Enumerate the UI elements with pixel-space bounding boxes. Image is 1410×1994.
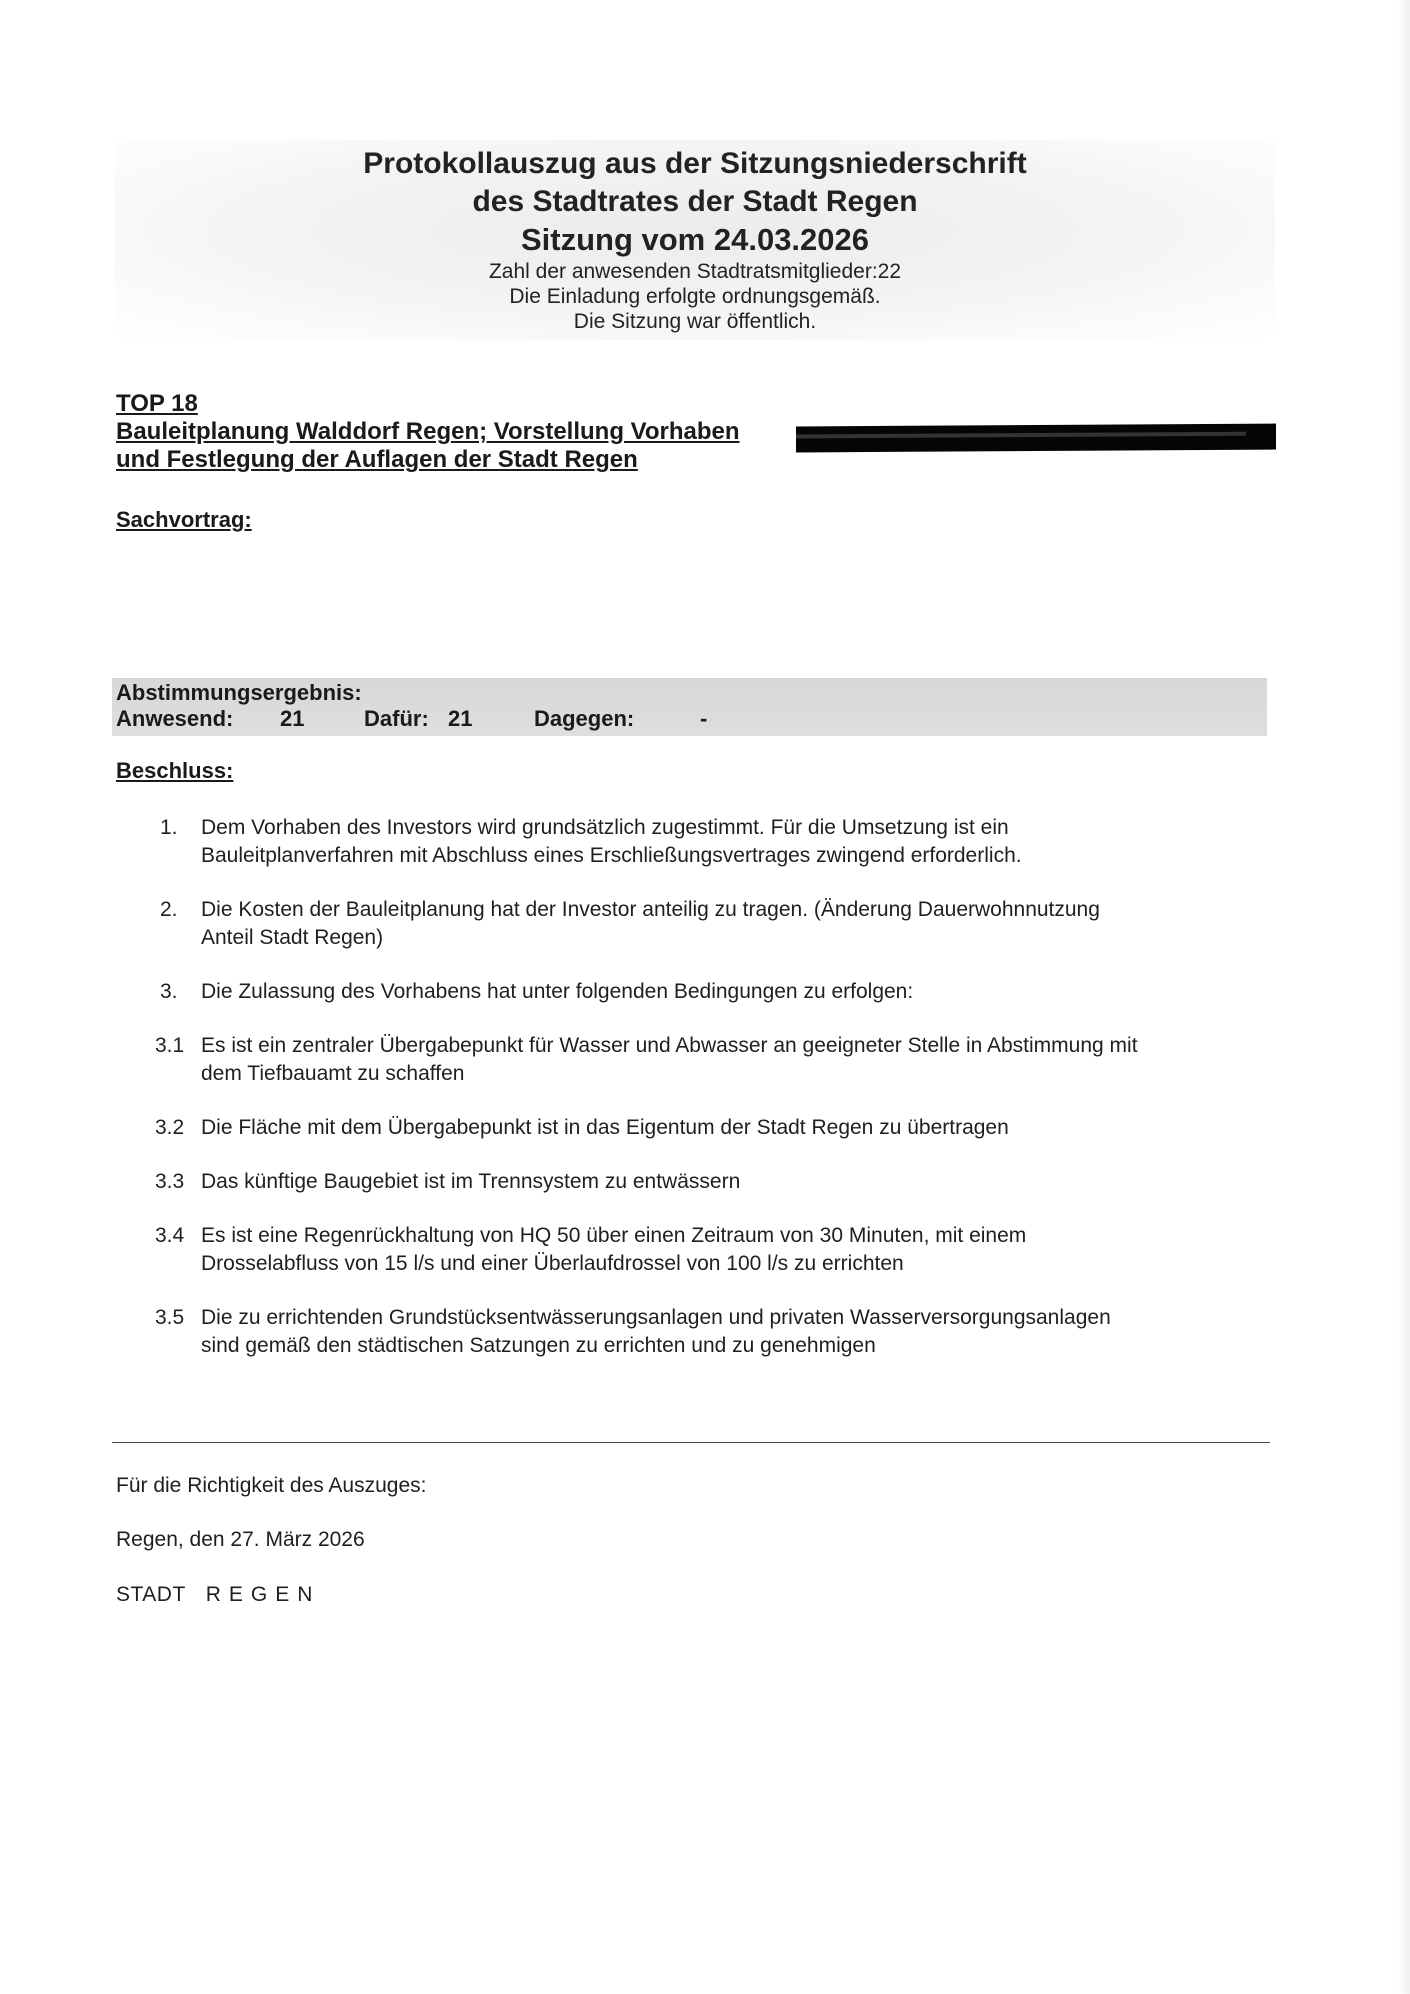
vote-for-value: 21	[448, 706, 473, 731]
signature-regen: REGEN	[205, 1583, 321, 1606]
vote-present-value: 21	[280, 706, 305, 731]
protocol-header	[115, 140, 1275, 340]
resolution-item	[155, 978, 1265, 1006]
agenda-title-line1: Bauleitplanung Walddorf Regen; Vorstellung Vorhaben	[116, 418, 740, 445]
resolution-item	[155, 1168, 1265, 1196]
sachvortrag-heading: Sachvortrag:	[116, 507, 252, 532]
resolution-heading: Beschluss:	[116, 758, 234, 783]
agenda-item	[116, 390, 1276, 474]
vote-counts-row	[112, 706, 1267, 732]
resolution-item-text: sind gemäß den städtischen Satzungen zu errichten und zu genehmigen	[201, 1334, 876, 1357]
header-invitation-note: Die Einladung erfolgte ordnungsgemäß.	[509, 285, 881, 308]
agenda-label: TOP 18	[116, 390, 198, 417]
resolution-item-text: Die zu errichtenden Grundstücksentwässerungsanlagen und privaten Wasserversorgungsanlagen	[201, 1306, 1111, 1329]
resolution-item	[155, 1304, 1265, 1360]
resolution-item-text: Die Fläche mit dem Übergabepunkt ist in das Eigentum der Stadt Regen zu übertragen	[201, 1116, 1009, 1139]
vote-result-box	[112, 678, 1267, 736]
resolution-item-text: Drosselabfluss von 15 l/s und einer Überlaufdrossel von 100 l/s zu errichten	[201, 1252, 904, 1275]
resolution-item-text: Dem Vorhaben des Investors wird grundsätzlich zugestimmt. Für die Umsetzung ist ein	[201, 816, 1009, 839]
resolution-item-number: 2.	[160, 898, 178, 921]
header-title-line2: des Stadtrates der Stadt Regen	[472, 185, 918, 218]
vote-for-label: Dafür:	[364, 706, 429, 731]
resolution-item-text: Die Zulassung des Vorhabens hat unter folgenden Bedingungen zu erfolgen:	[201, 980, 914, 1003]
resolution-item-number: 3.1	[155, 1034, 185, 1057]
header-session-date: Sitzung vom 24.03.2026	[520, 222, 870, 257]
signature-stadt: STADT	[116, 1583, 186, 1606]
resolution-item-number: 3.3	[155, 1170, 185, 1193]
resolution-item	[155, 1222, 1265, 1278]
signature-block	[116, 1583, 320, 1607]
separator-line	[112, 1442, 1270, 1443]
redaction-bar	[796, 424, 1276, 453]
page-edge-shadow	[1398, 0, 1410, 1994]
resolution-item-text: Das künftige Baugebiet ist im Trennsystem zu entwässern	[201, 1170, 741, 1193]
resolution-list	[155, 814, 1265, 1360]
resolution-item-text: Es ist eine Regenrückhaltung von HQ 50 über einen Zeitraum von 30 Minuten, mit einem	[201, 1224, 1027, 1247]
resolution-item-number: 3.4	[155, 1224, 185, 1247]
place-and-date: Regen, den 27. März 2026	[116, 1528, 365, 1551]
header-members-count: Zahl der anwesenden Stadtratsmitglieder:22	[488, 260, 902, 283]
resolution-item	[155, 814, 1265, 870]
vote-against-label: Dagegen:	[534, 706, 635, 731]
resolution-item-text: Die Kosten der Bauleitplanung hat der Investor anteilig zu tragen. (Änderung Dauerwohnnutzung	[201, 898, 1100, 921]
resolution-item-number: 3.5	[155, 1306, 185, 1329]
resolution-item-text: dem Tiefbauamt zu schaffen	[201, 1062, 465, 1085]
resolution-item-text: Es ist ein zentraler Übergabepunkt für Wasser und Abwasser an geeigneter Stelle in Abstimmung mit	[201, 1034, 1138, 1057]
vote-heading: Abstimmungsergebnis:	[116, 680, 362, 705]
resolution-item-number: 3.2	[155, 1116, 185, 1139]
resolution-item-text: Anteil Stadt Regen)	[201, 926, 384, 949]
resolution-item	[155, 1032, 1265, 1088]
resolution-item-number: 1.	[160, 816, 178, 839]
resolution-item	[155, 1114, 1265, 1142]
vote-against-value: -	[700, 706, 708, 731]
agenda-title-line2: und Festlegung der Auflagen der Stadt Regen	[116, 446, 638, 473]
certification-note: Für die Richtigkeit des Auszuges:	[116, 1474, 427, 1497]
resolution-item	[155, 896, 1265, 952]
header-public-note: Die Sitzung war öffentlich.	[573, 310, 817, 333]
resolution-item-text: Bauleitplanverfahren mit Abschluss eines Erschließungsvertrages zwingend erforderlich.	[201, 844, 1022, 867]
resolution-item-number: 3.	[160, 980, 178, 1003]
vote-present-label: Anwesend:	[116, 706, 234, 731]
header-title-line1: Protokollauszug aus der Sitzungsniederschrift	[363, 147, 1027, 180]
